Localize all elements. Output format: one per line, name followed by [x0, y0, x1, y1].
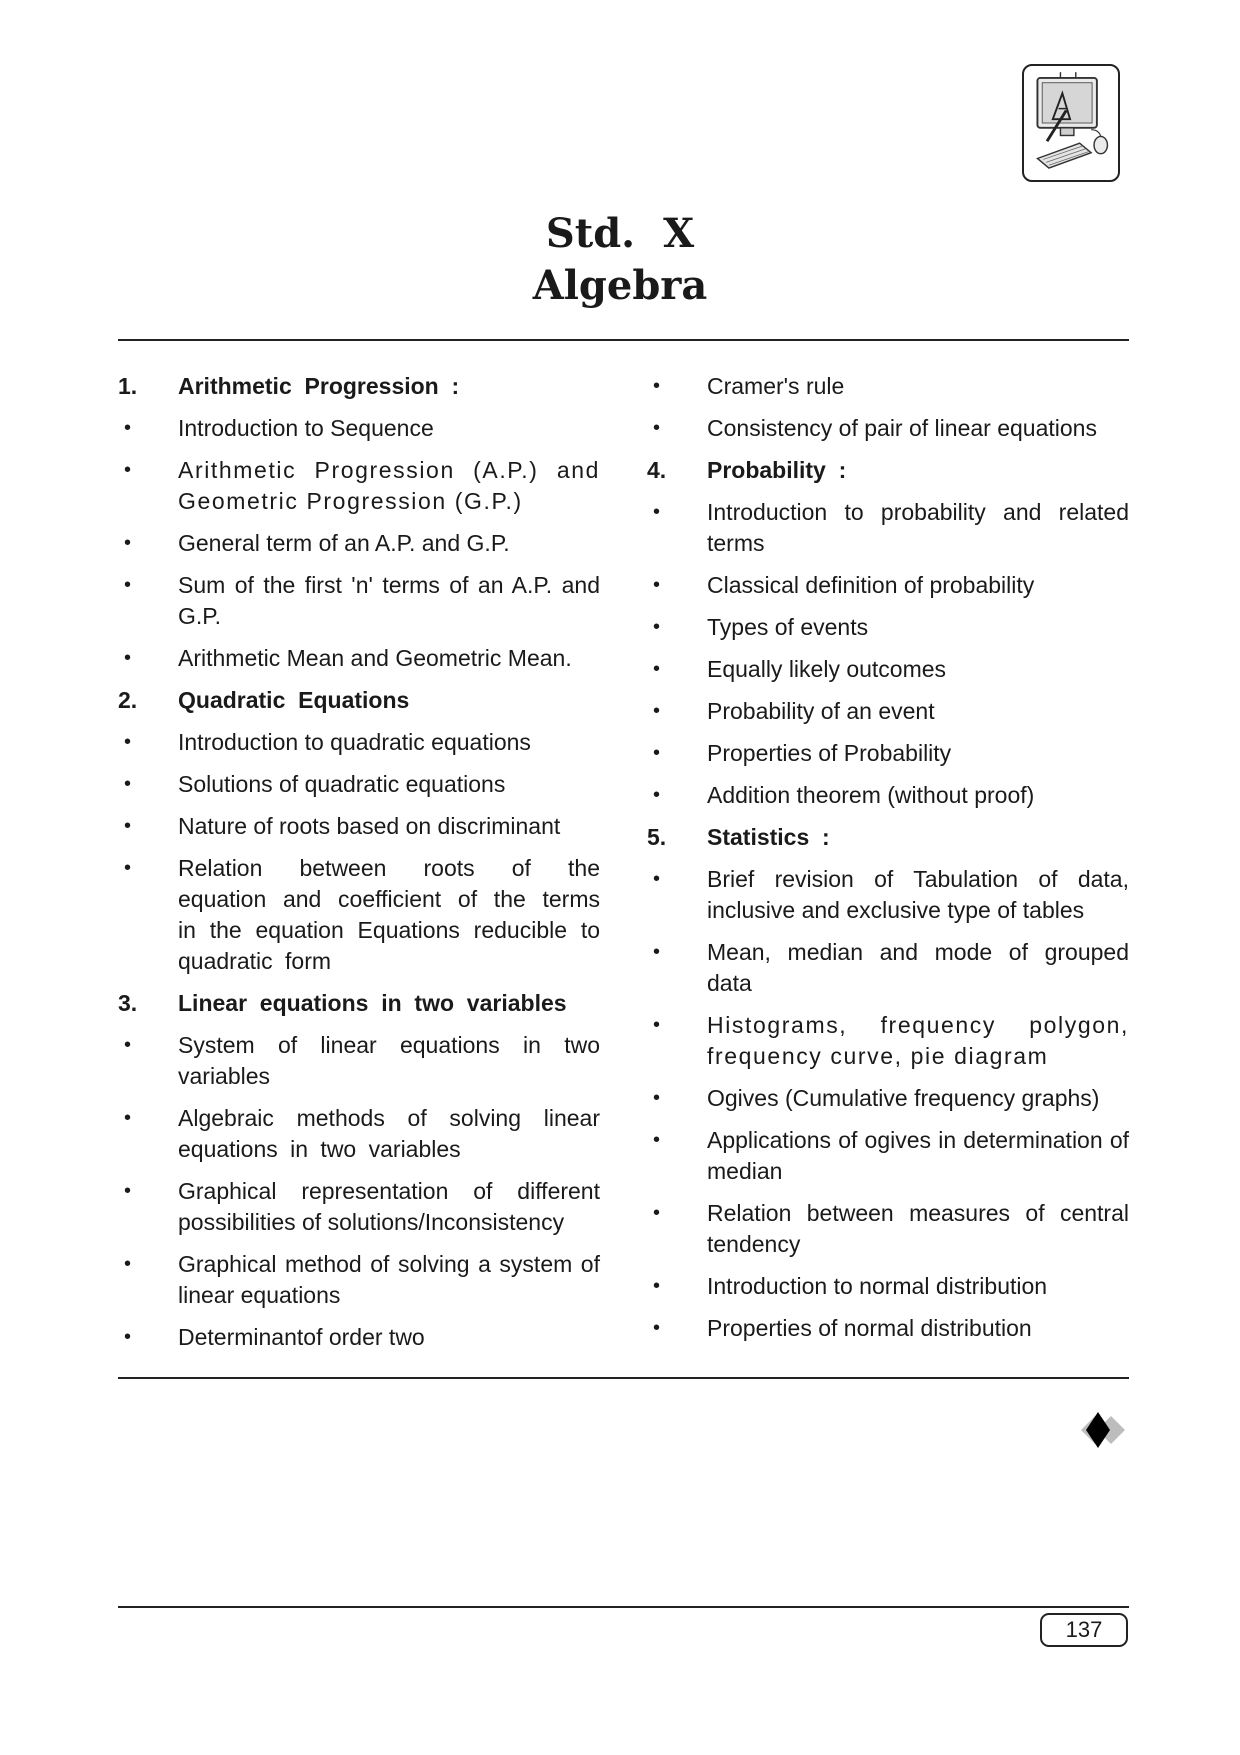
bullet-marker: • — [653, 700, 661, 722]
title-std-label: Std. — [545, 210, 636, 257]
bullet-marker: • — [124, 459, 132, 481]
list-item — [118, 643, 600, 674]
list-item-text: Algebraic methods of solving linear equations in two variables — [178, 1105, 600, 1162]
list-item — [118, 528, 600, 559]
footer-divider — [118, 1606, 1129, 1608]
section-heading — [118, 988, 600, 1019]
bullet-marker: • — [653, 868, 661, 890]
bullet-marker: • — [653, 784, 661, 806]
list-item-text: Relation between measures of central tendency — [707, 1200, 1129, 1257]
list-item-text: System of linear equations in two variables — [178, 1032, 600, 1089]
list-item — [647, 696, 1129, 727]
section-number: 5. — [647, 824, 667, 850]
list-item — [647, 780, 1129, 811]
list-item-text: Brief revision of Tabulation of data, inclusive and exclusive type of tables — [707, 866, 1129, 923]
section-title: Arithmetic Progression : — [178, 373, 460, 399]
bullet-marker: • — [653, 1202, 661, 1224]
list-item-text: Addition theorem (without proof) — [707, 782, 1035, 808]
list-item — [647, 1271, 1129, 1302]
bullet-marker: • — [124, 647, 132, 669]
list-item-text: Probability of an event — [707, 698, 935, 724]
syllabus-left-column — [118, 371, 600, 1364]
title-std-value: X — [663, 210, 695, 257]
bullet-marker: • — [124, 857, 132, 879]
section-heading — [647, 455, 1129, 486]
list-item-text: Classical definition of probability — [707, 572, 1035, 598]
bullet-marker: • — [124, 731, 132, 753]
list-item — [647, 1198, 1129, 1260]
list-item — [118, 455, 600, 517]
list-item — [647, 864, 1129, 926]
list-item-text: Nature of roots based on discriminant — [178, 813, 561, 839]
bottom-divider — [118, 1377, 1129, 1379]
list-item-text: Mean, median and mode of grouped data — [707, 939, 1129, 996]
bullet-marker: • — [653, 1087, 661, 1109]
bullet-marker: • — [124, 773, 132, 795]
list-item — [118, 570, 600, 632]
list-item — [118, 1322, 600, 1353]
computer-teaching-icon — [1022, 64, 1120, 182]
bullet-marker: • — [653, 742, 661, 764]
list-item — [118, 1103, 600, 1165]
bullet-marker: • — [653, 1317, 661, 1339]
list-item — [647, 1313, 1129, 1344]
section-heading — [647, 822, 1129, 853]
bullet-marker: • — [124, 1253, 132, 1275]
list-item-text: Graphical representation of different possibilities of solutions/Inconsistency — [178, 1178, 600, 1235]
list-item — [118, 1249, 600, 1311]
bullet-marker: • — [653, 417, 661, 439]
list-item — [647, 371, 1129, 402]
section-number: 4. — [647, 457, 667, 483]
list-item-text: Introduction to probability and related terms — [707, 499, 1129, 556]
list-item — [647, 738, 1129, 769]
bullet-marker: • — [653, 574, 661, 596]
section-title: Statistics : — [707, 824, 830, 850]
bullet-marker: • — [124, 1326, 132, 1348]
bullet-marker: • — [653, 501, 661, 523]
list-item-text: Applications of ogives in determination of median — [707, 1127, 1129, 1184]
list-item — [647, 1010, 1129, 1072]
list-item-text: Types of events — [707, 614, 869, 640]
page-number: 137 — [1040, 1613, 1128, 1647]
bullet-marker: • — [124, 574, 132, 596]
list-item-text: Determinantof order two — [178, 1324, 425, 1350]
list-item — [118, 413, 600, 444]
syllabus-right-column — [647, 371, 1129, 1355]
bullet-marker: • — [653, 658, 661, 680]
bullet-marker: • — [124, 1034, 132, 1056]
section-heading — [118, 685, 600, 716]
section-title: Linear equations in two variables — [178, 990, 567, 1016]
section-number: 3. — [118, 990, 138, 1016]
bullet-marker: • — [124, 1107, 132, 1129]
list-item-text: Equally likely outcomes — [707, 656, 947, 682]
title-standard — [0, 208, 1240, 260]
list-item-text: Sum of the first 'n' terms of an A.P. and G.P. — [178, 572, 600, 629]
list-item-text: Histograms, frequency polygon, frequency curve, pie diagram — [707, 1012, 1129, 1069]
list-item-text: Graphical method of solving a system of linear equations — [178, 1251, 600, 1308]
section-number: 2. — [118, 687, 138, 713]
bullet-marker: • — [653, 375, 661, 397]
list-item-text: Properties of Probability — [707, 740, 952, 766]
bullet-marker: • — [653, 1129, 661, 1151]
list-item-text: Introduction to Sequence — [178, 415, 434, 441]
top-divider — [118, 339, 1129, 341]
list-item-text: Properties of normal distribution — [707, 1315, 1032, 1341]
bullet-marker: • — [653, 1275, 661, 1297]
list-item-text: General term of an A.P. and G.P. — [178, 530, 510, 556]
list-item — [118, 1176, 600, 1238]
list-item-text: Solutions of quadratic equations — [178, 771, 506, 797]
list-item-text: Introduction to quadratic equations — [178, 729, 531, 755]
list-item-text: Relation between roots of the equation and coefficient of the terms in the equation Equations reducible to quadratic form — [178, 855, 600, 974]
list-item — [118, 811, 600, 842]
list-item — [647, 497, 1129, 559]
list-item — [118, 769, 600, 800]
list-item — [647, 654, 1129, 685]
list-item-text: Arithmetic Progression (A.P.) and Geometric Progression (G.P.) — [178, 457, 600, 514]
bullet-marker: • — [124, 532, 132, 554]
list-item — [647, 612, 1129, 643]
title-subject: Algebra — [532, 262, 708, 309]
list-item — [118, 853, 600, 977]
section-title: Quadratic Equations — [178, 687, 410, 713]
list-item — [647, 937, 1129, 999]
list-item — [647, 1125, 1129, 1187]
list-item-text: Ogives (Cumulative frequency graphs) — [707, 1085, 1100, 1111]
bullet-marker: • — [653, 1014, 661, 1036]
list-item — [647, 413, 1129, 444]
bullet-marker: • — [124, 815, 132, 837]
list-item-text: Cramer's rule — [707, 373, 845, 399]
section-heading — [118, 371, 600, 402]
list-item — [118, 727, 600, 758]
bullet-marker: • — [124, 1180, 132, 1202]
diamond-ornament-icon — [1066, 1408, 1130, 1452]
list-item — [118, 1030, 600, 1092]
bullet-marker: • — [653, 616, 661, 638]
bullet-marker: • — [124, 417, 132, 439]
list-item-text: Arithmetic Mean and Geometric Mean. — [178, 645, 572, 671]
list-item — [647, 1083, 1129, 1114]
list-item-text: Consistency of pair of linear equations — [707, 415, 1097, 441]
list-item — [647, 570, 1129, 601]
page-title — [0, 208, 1240, 312]
bullet-marker: • — [653, 941, 661, 963]
section-title: Probability : — [707, 457, 847, 483]
section-number: 1. — [118, 373, 138, 399]
list-item-text: Introduction to normal distribution — [707, 1273, 1048, 1299]
